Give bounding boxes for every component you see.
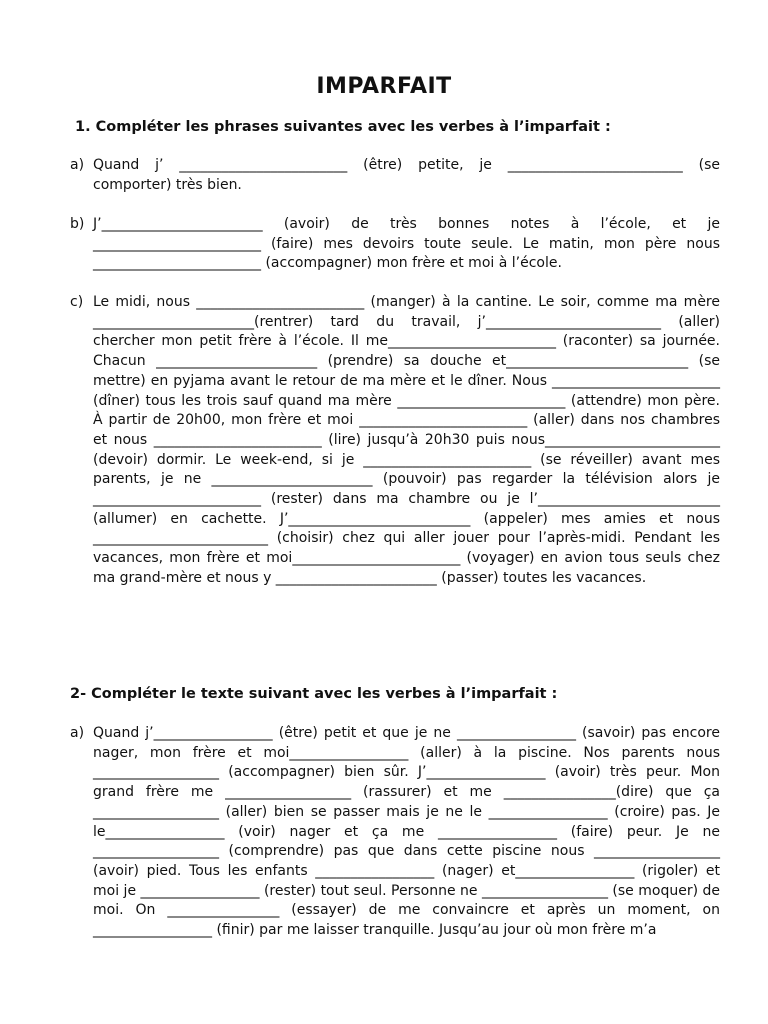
page-title: IMPARFAIT [316, 74, 452, 99]
section-2-heading: 2- Compléter le texte suivant avec les verbes à l’imparfait : [70, 686, 558, 702]
exercise-1b [70, 215, 720, 274]
item-text: Quand j’_________________ (être) petit et que je ne _________________ (savoir) pas encore nager, mon frère et moi_________________ (aller) à la piscine. Nos parents nous __________________ (accompagner) bien sûr. J’_________________ (avoir) très peur. Mon grand frère me __________________ (rassurer) et me ________________(dire) que ça __________________ (aller) bien se passer mais je ne le _________________ (croire) pas. Je le_________________ (voir) nager et ça me _________________ (faire) peur. Je ne __________________ (comprendre) pas que dans cette piscine nous __________________ (avoir) pied. Tous les enfants _________________ (nager) et_________________ (rigoler) et moi je _________________ (rester) tout seul. Personne ne __________________ (se moquer) de moi. On ________________ (essayer) de me convaincre et après un moment, on _________________ (finir) par me laisser tranquille. Jusqu’au jour où mon frère m’a [93, 725, 720, 939]
exercise-1a [70, 156, 720, 195]
exercise-2a [70, 724, 720, 941]
exercise-1c [70, 293, 720, 589]
item-label: b) [70, 216, 85, 232]
item-text: Le midi, nous ________________________ (manger) à la cantine. Le soir, comme ma mère _______________________(rentrer) tard du travail, j’_________________________ (aller) chercher mon petit frère à l’école. Il me________________________ (raconter) sa journée. Chacun _______________________ (prendre) sa douche et__________________________ (se mettre) en pyjama avant le retour de ma mère et le dîner. Nous ________________________ (dîner) tous les trois sauf quand ma mère ________________________ (attendre) mon père. À partir de 20h00, mon frère et moi ________________________ (aller) dans nos chambres et nous ________________________ (lire) jusqu’à 20h30 puis nous_________________________ (devoir) dormir. Le week-end, si je ________________________ (se réveiller) avant mes parents, je ne _______________________ (pouvoir) pas regarder la télévision alors je ________________________ (rester) dans ma chambre ou je l’__________________________ (allumer) en cachette. J’__________________________ (appeler) mes amies et nous _________________________ (choisir) chez qui aller jouer pour l’après-midi. Pendant les vacances, mon frère et moi________________________ (voyager) en avion tous seuls chez ma grand-mère et nous y _______________________ (passer) toutes les vacances. [93, 294, 720, 586]
item-label: c) [70, 294, 84, 310]
item-text: J’_______________________ (avoir) de très bonnes notes à l’école, et je ________________________ (faire) mes devoirs toute seule. Le matin, mon père nous ________________________ (accompagner) mon frère et moi à l’école. [93, 216, 720, 272]
section-1-heading: 1. Compléter les phrases suivantes avec les verbes à l’imparfait : [75, 119, 611, 135]
item-text: Quand j’ ________________________ (être) petite, je _________________________ (se comporter) très bien. [93, 157, 720, 193]
item-label: a) [70, 725, 85, 741]
item-label: a) [70, 157, 85, 173]
